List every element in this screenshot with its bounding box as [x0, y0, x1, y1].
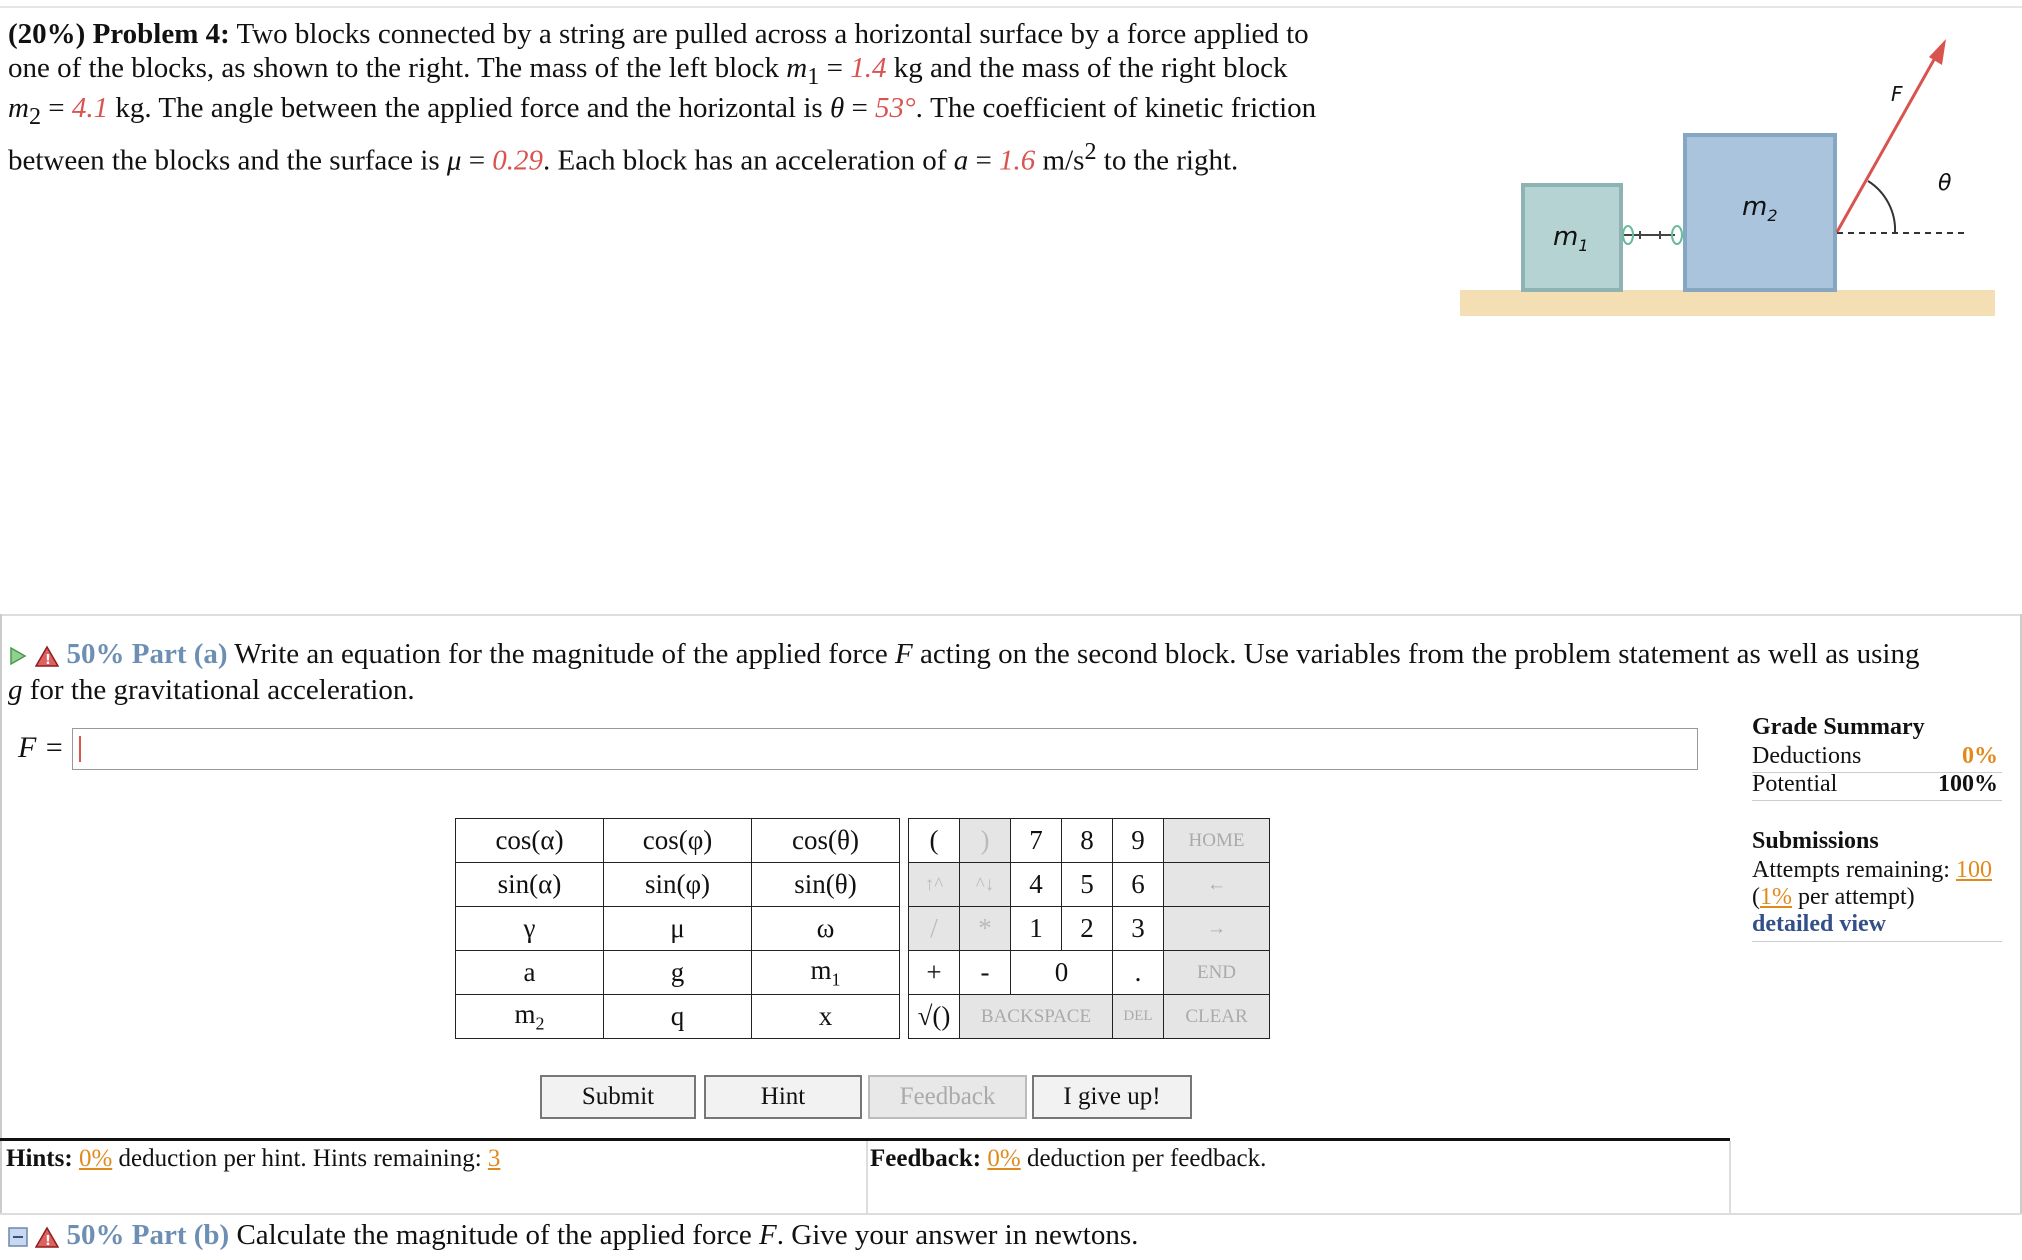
blocks-figure	[1455, 35, 2000, 320]
submissions-title: Submissions	[1752, 828, 1879, 854]
key-right-paren[interactable]: )	[960, 819, 1011, 863]
feedback-info	[870, 1145, 1266, 1173]
key-omega[interactable]: ω	[752, 907, 900, 951]
key-sin-alpha[interactable]: sin(α)	[456, 863, 604, 907]
key-a[interactable]: a	[456, 951, 604, 995]
problem-line-4	[8, 138, 1238, 178]
text-cursor	[79, 736, 81, 762]
per-attempt-open: (	[1752, 884, 1760, 910]
key-1[interactable]: 1	[1011, 907, 1062, 951]
answer-input[interactable]	[72, 728, 1698, 770]
submit-button[interactable]: Submit	[540, 1075, 696, 1119]
potential-label: Potential	[1752, 771, 1838, 797]
key-3[interactable]: 3	[1113, 907, 1164, 951]
m2-symbol: m	[8, 92, 29, 124]
key-m1[interactable]: $m_1$	[752, 951, 900, 995]
key-4[interactable]: 4	[1011, 863, 1062, 907]
angle-arc	[1868, 181, 1895, 233]
svg-text:!: !	[45, 1234, 52, 1249]
detailed-view-link[interactable]: detailed view	[1752, 911, 1886, 937]
part-a-header-line-2	[8, 674, 415, 707]
feedback-label: Feedback:	[870, 1145, 982, 1172]
warning-icon	[35, 645, 59, 667]
part-b-percent: 50% Part (b)	[66, 1219, 230, 1251]
part-b-text-1: Calculate the magnitude of the applied force	[236, 1219, 760, 1251]
hints-feedback-divider	[0, 1138, 1730, 1141]
part-b-divider	[0, 1213, 2022, 1215]
key-clear[interactable]: CLEAR	[1164, 995, 1270, 1039]
units-text: m/s	[1035, 144, 1085, 177]
key-minus[interactable]: -	[960, 951, 1011, 995]
equals-sign: =	[844, 92, 876, 124]
submissions-divider	[1752, 941, 2002, 942]
key-9[interactable]: 9	[1113, 819, 1164, 863]
mu-symbol: μ	[446, 144, 462, 177]
theta-value: 53°	[875, 92, 916, 124]
a-value: 1.6	[999, 144, 1036, 177]
part-b-header	[8, 1219, 1138, 1252]
key-0[interactable]: 0	[1011, 951, 1113, 995]
feedback-text: deduction per feedback.	[1020, 1145, 1267, 1172]
a-symbol: a	[953, 144, 969, 177]
key-end[interactable]: END	[1164, 951, 1270, 995]
key-sqrt[interactable]: √()	[909, 995, 960, 1039]
block-m2-label: $m_2$	[1742, 192, 1778, 225]
angle-label: θ	[1938, 171, 1952, 196]
answer-label: F =	[18, 731, 65, 764]
key-superscript[interactable]: ↑^	[909, 863, 960, 907]
feedback-deduction[interactable]: 0%	[987, 1145, 1021, 1172]
key-q[interactable]: q	[604, 995, 752, 1039]
problem-text-4a: between the blocks and the surface is	[8, 144, 447, 177]
feedback-button[interactable]: Feedback	[868, 1075, 1027, 1119]
problem-text-1: Two blocks connected by a string are pulled across a horizontal surface by a force applied to	[236, 18, 1309, 50]
grade-summary-title: Grade Summary	[1752, 714, 1925, 740]
surface	[1460, 290, 1995, 316]
key-7[interactable]: 7	[1011, 819, 1062, 863]
key-divide[interactable]: /	[909, 907, 960, 951]
m1-value: 1.4	[850, 52, 887, 84]
m2-value: 4.1	[71, 92, 109, 124]
expand-arrow-icon[interactable]	[8, 646, 28, 666]
problem-text-4d: to the right.	[1096, 144, 1239, 177]
part-a-text-2: acting on the second block. Use variables from the problem statement as well as using	[912, 638, 1920, 670]
hints-deduction[interactable]: 0%	[78, 1145, 113, 1172]
attempts-remaining	[1752, 857, 1992, 884]
mu-value: 0.29	[492, 144, 544, 177]
problem-text-3b: . The coefficient of kinetic friction	[915, 92, 1317, 124]
key-m2[interactable]: $m_2$	[456, 995, 604, 1039]
per-attempt-text: per attempt)	[1792, 884, 1915, 910]
key-cos-alpha[interactable]: cos(α)	[456, 819, 604, 863]
hints-feedback-separator	[866, 1141, 868, 1213]
theta-symbol: θ	[829, 92, 845, 124]
key-delete[interactable]: DEL	[1113, 995, 1164, 1039]
key-left-arrow[interactable]: ←	[1164, 863, 1270, 907]
key-multiply[interactable]: *	[960, 907, 1011, 951]
feedback-right-border	[1729, 1141, 1731, 1213]
key-cos-theta[interactable]: cos(θ)	[752, 819, 900, 863]
grade-divider-2	[1752, 800, 2002, 801]
part-a-F: F	[895, 638, 913, 670]
per-attempt	[1752, 884, 1915, 911]
per-attempt-value: 1%	[1760, 884, 1792, 910]
svg-text:!: !	[45, 653, 52, 668]
deductions-value: 0%	[1962, 743, 1998, 769]
number-keypad	[908, 818, 1270, 1039]
key-plus[interactable]: +	[909, 951, 960, 995]
part-b-text-2: . Give your answer in newtons.	[776, 1219, 1139, 1251]
equals-sign: =	[819, 52, 851, 84]
force-label: F	[1891, 82, 1903, 106]
give-up-button[interactable]: I give up!	[1032, 1075, 1192, 1119]
m1-symbol: m	[786, 52, 808, 84]
connecting-string	[1623, 226, 1682, 244]
key-subscript[interactable]: ^↓	[960, 863, 1011, 907]
part-a-text-3: for the gravitational acceleration.	[22, 674, 415, 706]
problem-line-2	[8, 52, 1288, 91]
hints-remaining[interactable]: 3	[487, 1145, 501, 1172]
key-backspace[interactable]: BACKSPACE	[960, 995, 1113, 1039]
units-superscript: 2	[1084, 138, 1097, 165]
key-gamma[interactable]: γ	[456, 907, 604, 951]
key-decimal[interactable]: .	[1113, 951, 1164, 995]
potential-value: 100%	[1938, 771, 1998, 797]
key-x[interactable]: x	[752, 995, 900, 1039]
part-b-F: F	[759, 1219, 777, 1251]
key-sin-theta[interactable]: sin(θ)	[752, 863, 900, 907]
problem-text-2b: kg and the mass of the right block	[886, 52, 1288, 84]
attempts-value: 100	[1955, 857, 1992, 883]
problem-label: Problem 4:	[92, 18, 230, 50]
hints-info	[6, 1145, 500, 1173]
part-a-percent: 50% Part (a)	[66, 638, 228, 670]
key-left-paren[interactable]: (	[909, 819, 960, 863]
top-divider	[0, 6, 2022, 8]
key-g[interactable]: g	[604, 951, 752, 995]
problem-line-3	[8, 92, 1316, 131]
key-sin-phi[interactable]: sin(φ)	[604, 863, 752, 907]
m2-subscript: 2	[28, 102, 42, 130]
collapsed-part-icon[interactable]	[8, 1227, 28, 1247]
variable-keypad	[455, 818, 900, 1039]
part-a-divider	[0, 614, 2022, 616]
key-cos-phi[interactable]: cos(φ)	[604, 819, 752, 863]
problem-text-3a: kg. The angle between the applied force and the horizontal is	[108, 92, 830, 124]
key-6[interactable]: 6	[1113, 863, 1164, 907]
hints-text: deduction per hint. Hints remaining:	[112, 1145, 488, 1172]
problem-text-4b: . Each block has an acceleration of	[543, 144, 954, 177]
left-border	[0, 614, 2, 1214]
problem-line-1	[8, 18, 1309, 51]
m1-subscript: 1	[807, 62, 820, 90]
equals-sign: =	[461, 144, 493, 177]
key-8[interactable]: 8	[1062, 819, 1113, 863]
part-a-g: g	[8, 674, 23, 706]
equals-sign: =	[41, 92, 72, 124]
hints-label: Hints:	[6, 1145, 73, 1172]
key-home[interactable]: HOME	[1164, 819, 1270, 863]
warning-icon	[35, 1226, 59, 1248]
part-a-header	[8, 638, 1919, 671]
key-right-arrow[interactable]: →	[1164, 907, 1270, 951]
key-5[interactable]: 5	[1062, 863, 1113, 907]
equals-sign: =	[968, 144, 1000, 177]
part-a-text-1: Write an equation for the magnitude of the applied force	[234, 638, 896, 670]
hint-button[interactable]: Hint	[704, 1075, 862, 1119]
problem-weight: (20%)	[8, 18, 86, 50]
block-m1-label: $m_1$	[1553, 222, 1589, 255]
deductions-label: Deductions	[1752, 743, 1862, 769]
attempts-label: Attempts remaining:	[1752, 857, 1956, 883]
key-mu[interactable]: μ	[604, 907, 752, 951]
problem-text-2a: one of the blocks, as shown to the right. The mass of the left block	[8, 52, 787, 84]
key-2[interactable]: 2	[1062, 907, 1113, 951]
